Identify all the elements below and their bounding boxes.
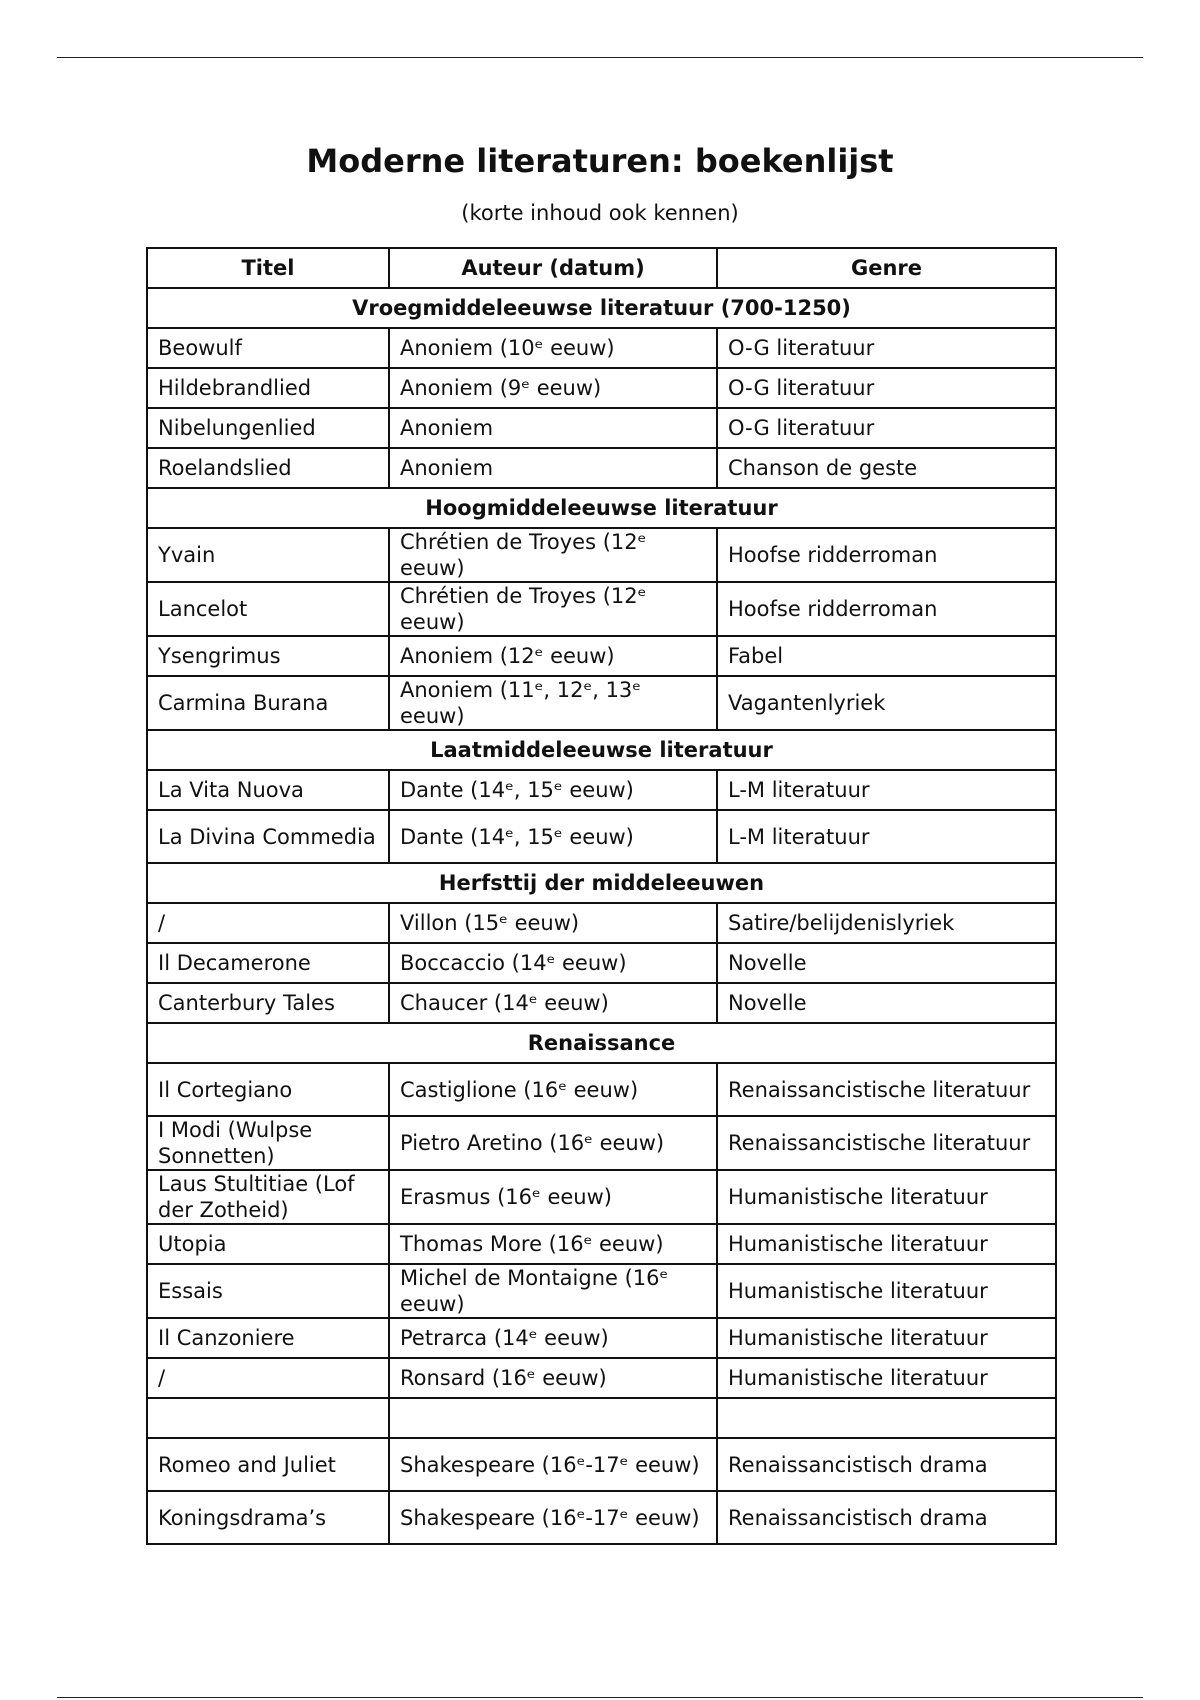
cell-title: Essais xyxy=(147,1264,389,1318)
section-row xyxy=(147,730,1056,770)
cell-author: Michel de Montaigne (16ᵉ eeuw) xyxy=(389,1264,717,1318)
cell-author: Thomas More (16ᵉ eeuw) xyxy=(389,1224,717,1264)
table-row xyxy=(147,1170,1056,1224)
cell-author: Anoniem (9ᵉ eeuw) xyxy=(389,368,717,408)
table-row xyxy=(147,903,1056,943)
table-row xyxy=(147,1318,1056,1358)
table-row xyxy=(147,1491,1056,1544)
header-genre: Genre xyxy=(717,248,1056,288)
cell-genre: L-M literatuur xyxy=(717,770,1056,810)
cell-genre: Renaissancistisch drama xyxy=(717,1491,1056,1544)
cell-genre: Humanistische literatuur xyxy=(717,1264,1056,1318)
cell-genre: Fabel xyxy=(717,636,1056,676)
cell-author: Castiglione (16ᵉ eeuw) xyxy=(389,1063,717,1116)
cell-author xyxy=(389,1398,717,1438)
section-heading: Hoogmiddeleeuwse literatuur xyxy=(147,488,1056,528)
cell-author: Dante (14ᵉ, 15ᵉ eeuw) xyxy=(389,810,717,863)
cell-author: Chrétien de Troyes (12ᵉ eeuw) xyxy=(389,528,717,582)
section-row xyxy=(147,1023,1056,1063)
section-heading: Laatmiddeleeuwse literatuur xyxy=(147,730,1056,770)
cell-author: Chaucer (14ᵉ eeuw) xyxy=(389,983,717,1023)
cell-title: Il Cortegiano xyxy=(147,1063,389,1116)
cell-genre: Humanistische literatuur xyxy=(717,1170,1056,1224)
cell-genre: O-G literatuur xyxy=(717,368,1056,408)
table-row xyxy=(147,1063,1056,1116)
cell-genre: Renaissancistische literatuur xyxy=(717,1116,1056,1170)
table-body xyxy=(147,288,1056,1544)
cell-genre: Hoofse ridderroman xyxy=(717,582,1056,636)
cell-genre: Satire/belijdenislyriek xyxy=(717,903,1056,943)
cell-title xyxy=(147,1398,389,1438)
cell-author: Erasmus (16ᵉ eeuw) xyxy=(389,1170,717,1224)
cell-title: Il Canzoniere xyxy=(147,1318,389,1358)
booklist-table xyxy=(146,247,1057,1545)
table-row xyxy=(147,810,1056,863)
table-row xyxy=(147,1438,1056,1491)
section-row xyxy=(147,488,1056,528)
cell-title: La Divina Commedia xyxy=(147,810,389,863)
cell-genre: Humanistische literatuur xyxy=(717,1224,1056,1264)
cell-author: Shakespeare (16ᵉ-17ᵉ eeuw) xyxy=(389,1491,717,1544)
cell-author: Ronsard (16ᵉ eeuw) xyxy=(389,1358,717,1398)
cell-title: Carmina Burana xyxy=(147,676,389,730)
cell-title: Canterbury Tales xyxy=(147,983,389,1023)
cell-title: / xyxy=(147,1358,389,1398)
cell-author: Petrarca (14ᵉ eeuw) xyxy=(389,1318,717,1358)
cell-author: Anoniem (12ᵉ eeuw) xyxy=(389,636,717,676)
section-row xyxy=(147,288,1056,328)
cell-title: Hildebrandlied xyxy=(147,368,389,408)
header-author: Auteur (datum) xyxy=(389,248,717,288)
table-row xyxy=(147,528,1056,582)
header-row xyxy=(147,248,1056,288)
section-heading: Renaissance xyxy=(147,1023,1056,1063)
cell-author: Anoniem xyxy=(389,408,717,448)
cell-title: Yvain xyxy=(147,528,389,582)
cell-author: Villon (15ᵉ eeuw) xyxy=(389,903,717,943)
cell-title: Koningsdrama’s xyxy=(147,1491,389,1544)
table-row xyxy=(147,582,1056,636)
section-heading: Herfsttij der middeleeuwen xyxy=(147,863,1056,903)
cell-genre: O-G literatuur xyxy=(717,328,1056,368)
cell-author: Anoniem (10ᵉ eeuw) xyxy=(389,328,717,368)
cell-title: / xyxy=(147,903,389,943)
cell-author: Anoniem xyxy=(389,448,717,488)
table-row xyxy=(147,1358,1056,1398)
cell-genre: Humanistische literatuur xyxy=(717,1358,1056,1398)
table-row xyxy=(147,328,1056,368)
cell-genre: Vagantenlyriek xyxy=(717,676,1056,730)
cell-title: Romeo and Juliet xyxy=(147,1438,389,1491)
cell-author: Shakespeare (16ᵉ-17ᵉ eeuw) xyxy=(389,1438,717,1491)
cell-genre: Renaissancistische literatuur xyxy=(717,1063,1056,1116)
table-row xyxy=(147,1264,1056,1318)
cell-title: Utopia xyxy=(147,1224,389,1264)
cell-genre: Novelle xyxy=(717,943,1056,983)
cell-author: Anoniem (11ᵉ, 12ᵉ, 13ᵉ eeuw) xyxy=(389,676,717,730)
table-row xyxy=(147,770,1056,810)
cell-title: Il Decamerone xyxy=(147,943,389,983)
cell-genre: Hoofse ridderroman xyxy=(717,528,1056,582)
bottom-rule xyxy=(57,1697,1143,1698)
cell-genre: L-M literatuur xyxy=(717,810,1056,863)
cell-title: Ysengrimus xyxy=(147,636,389,676)
table-row xyxy=(147,408,1056,448)
cell-title: Lancelot xyxy=(147,582,389,636)
table-row xyxy=(147,676,1056,730)
table-row xyxy=(147,448,1056,488)
table-row xyxy=(147,1224,1056,1264)
cell-title: I Modi (Wulpse Sonnetten) xyxy=(147,1116,389,1170)
table-row xyxy=(147,1398,1056,1438)
table-row xyxy=(147,983,1056,1023)
section-heading: Vroegmiddeleeuwse literatuur (700-1250) xyxy=(147,288,1056,328)
top-rule xyxy=(57,57,1143,58)
cell-author: Boccaccio (14ᵉ eeuw) xyxy=(389,943,717,983)
section-row xyxy=(147,863,1056,903)
table-row xyxy=(147,636,1056,676)
cell-genre xyxy=(717,1398,1056,1438)
cell-title: Laus Stultitiae (Lof der Zotheid) xyxy=(147,1170,389,1224)
cell-genre: Novelle xyxy=(717,983,1056,1023)
cell-author: Dante (14ᵉ, 15ᵉ eeuw) xyxy=(389,770,717,810)
table-row xyxy=(147,1116,1056,1170)
cell-genre: Renaissancistisch drama xyxy=(717,1438,1056,1491)
table-row xyxy=(147,943,1056,983)
cell-genre: Chanson de geste xyxy=(717,448,1056,488)
header-title: Titel xyxy=(147,248,389,288)
cell-title: Roelandslied xyxy=(147,448,389,488)
cell-title: Beowulf xyxy=(147,328,389,368)
cell-author: Chrétien de Troyes (12ᵉ eeuw) xyxy=(389,582,717,636)
table-row xyxy=(147,368,1056,408)
page-title: Moderne literaturen: boekenlijst xyxy=(306,142,894,180)
cell-genre: Humanistische literatuur xyxy=(717,1318,1056,1358)
cell-title: Nibelungenlied xyxy=(147,408,389,448)
cell-genre: O-G literatuur xyxy=(717,408,1056,448)
cell-author: Pietro Aretino (16ᵉ eeuw) xyxy=(389,1116,717,1170)
cell-title: La Vita Nuova xyxy=(147,770,389,810)
page-subtitle: (korte inhoud ook kennen) xyxy=(461,201,739,225)
